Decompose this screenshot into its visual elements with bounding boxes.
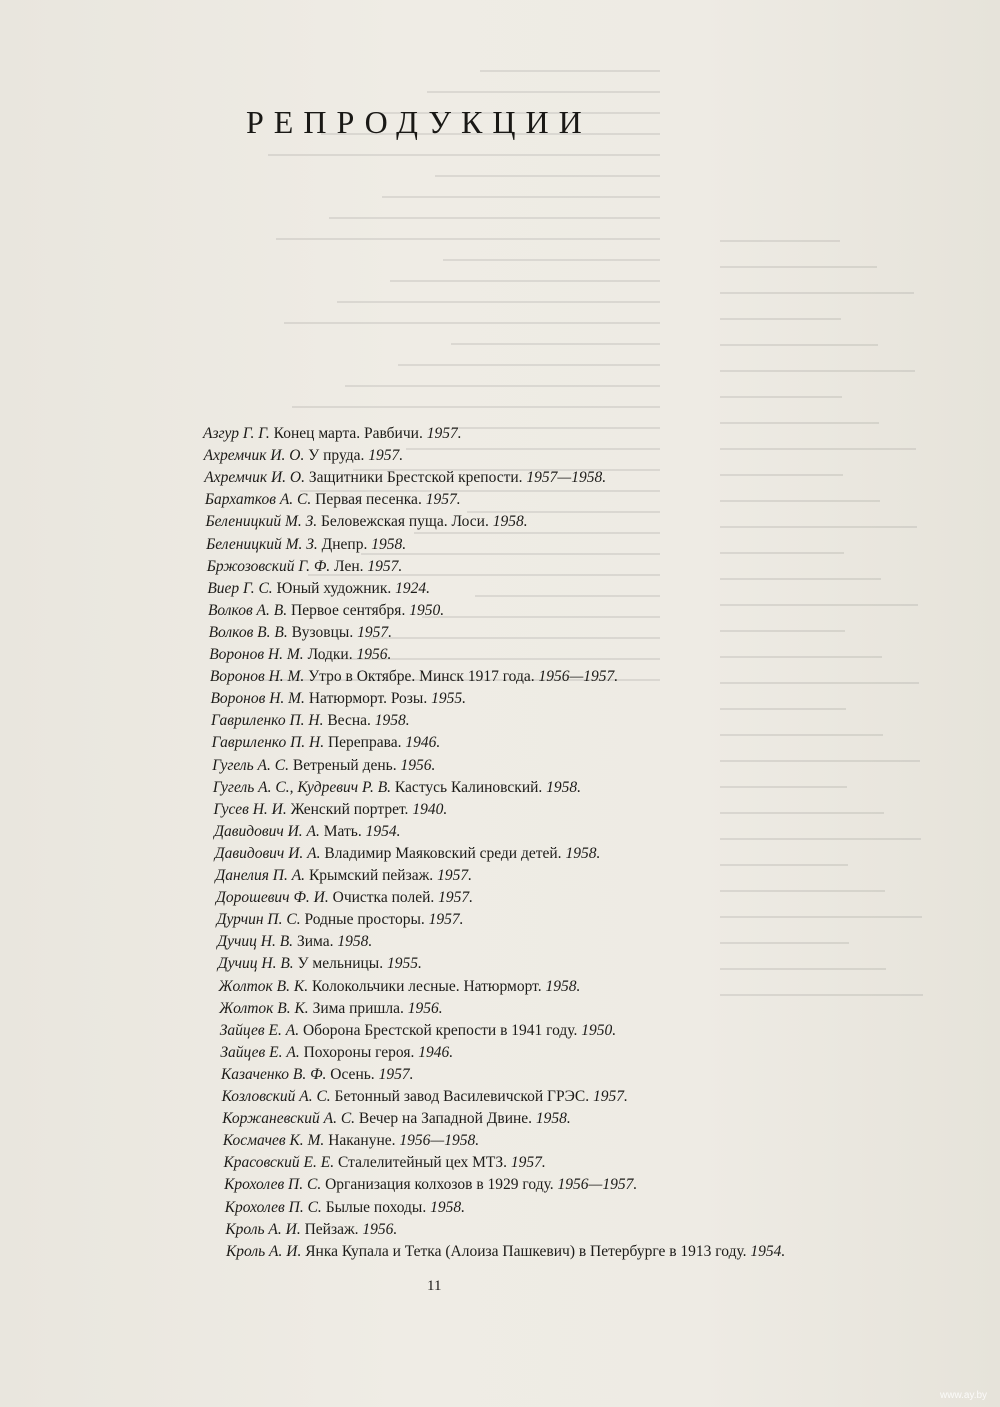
entry-title: Первое сентября.	[291, 601, 406, 619]
bleed-line	[720, 682, 919, 684]
entry-author: Воронов Н. М.	[209, 668, 305, 686]
entry-year: 1955.	[386, 955, 422, 973]
bleed-line	[720, 318, 841, 320]
entry-title: Беловежская пуща. Лоси.	[321, 513, 489, 531]
list-item	[212, 733, 441, 753]
bleed-line	[329, 217, 660, 219]
entry-title: Зима пришла.	[312, 999, 404, 1017]
list-item	[223, 1131, 479, 1151]
entry-year: 1956.	[362, 1220, 398, 1238]
list-item	[205, 490, 461, 510]
entry-year: 1956—1958.	[399, 1132, 480, 1150]
entry-title: Пейзаж.	[304, 1220, 359, 1238]
list-item	[222, 1087, 628, 1107]
entry-year: 1957.	[367, 557, 403, 575]
entry-author: Зайцев Е. А.	[219, 1021, 300, 1039]
bleed-line	[720, 266, 877, 268]
entry-title: Мать.	[323, 822, 362, 840]
entry-author: Космачев К. М.	[222, 1132, 325, 1150]
bleed-line	[720, 578, 881, 580]
entry-author: Козловский А. С.	[221, 1088, 331, 1105]
entry-title: У мельницы.	[297, 955, 384, 973]
entry-author: Жолток В. К.	[219, 999, 309, 1017]
entry-year: 1958.	[374, 712, 410, 730]
entry-author: Красовский Е. Е.	[223, 1154, 335, 1172]
list-item	[223, 1153, 545, 1173]
entry-year: 1956.	[356, 646, 392, 663]
entry-author: Гусев Н. И.	[213, 800, 287, 818]
list-item	[207, 579, 430, 599]
list-item	[214, 822, 400, 842]
list-item	[208, 601, 444, 621]
bleed-line	[720, 474, 843, 476]
entry-title: Утро в Октябре. Минск 1917 года.	[308, 668, 535, 686]
entry-author: Волков А. В.	[207, 601, 288, 619]
bleed-line	[284, 322, 660, 324]
bleed-line	[720, 630, 845, 632]
entry-title: Лодки.	[307, 646, 353, 663]
entry-title: Женский портрет.	[290, 800, 409, 818]
list-item	[205, 512, 527, 532]
entry-author: Ахремчик И. О.	[203, 447, 305, 465]
list-item	[210, 667, 618, 687]
bleed-line	[720, 422, 879, 424]
entry-title: Ветреный день.	[292, 756, 397, 774]
entry-year: 1957.	[378, 1065, 414, 1083]
bleed-line	[720, 916, 922, 918]
entry-year: 1956.	[407, 999, 443, 1017]
entry-title: Похороны героя.	[303, 1043, 415, 1061]
bleed-line	[720, 552, 844, 554]
entry-title: Весна.	[327, 712, 371, 730]
list-item	[204, 468, 606, 488]
entry-author: Данелия П. А.	[215, 867, 306, 884]
entry-author: Дурчин П. С.	[216, 911, 301, 929]
entry-title: Лен.	[334, 557, 364, 575]
entry-year: 1954.	[750, 1242, 786, 1260]
entry-author: Бржозовский Г. Ф.	[206, 557, 331, 575]
entry-title: Крымский пейзаж.	[308, 867, 434, 884]
bleed-line	[435, 175, 660, 177]
bleed-line	[720, 500, 880, 502]
entry-title: Накануне.	[328, 1132, 396, 1150]
bleed-line	[720, 292, 914, 294]
list-item	[225, 1220, 397, 1240]
bleed-line	[720, 344, 878, 346]
entry-year: 1957.	[437, 867, 472, 884]
bleed-line	[720, 994, 923, 996]
entry-author: Беленицкий М. З.	[206, 535, 318, 553]
bleed-line	[369, 637, 660, 639]
entry-title: Зима.	[296, 933, 334, 951]
entry-year: 1924.	[395, 579, 430, 597]
entry-title: Янка Купала и Тетка (Алоиза Пашкевич) в Петербурге в 1913 году.	[305, 1242, 747, 1260]
bleed-line	[720, 526, 917, 528]
entry-year: 1950.	[409, 601, 445, 619]
bleed-line	[720, 396, 842, 398]
entry-title: Первая песенка.	[315, 491, 422, 509]
entry-title: У пруда.	[308, 447, 365, 465]
entry-year: 1957.	[428, 911, 464, 929]
bleed-line	[720, 812, 884, 814]
entry-year: 1957.	[592, 1088, 628, 1105]
entry-author: Беленицкий М. З.	[205, 513, 318, 531]
list-item	[226, 1242, 785, 1262]
bleed-line	[720, 708, 846, 710]
page-title: РЕПРОДУКЦИИ	[246, 104, 592, 140]
entry-title: Переправа.	[327, 734, 402, 752]
entry-author: Гугель А. С., Кудревич Р. В.	[212, 778, 392, 796]
entry-year: 1955.	[431, 690, 466, 708]
entry-year: 1956.	[400, 756, 436, 774]
list-item	[225, 1198, 465, 1218]
entry-title: Вузовцы.	[291, 623, 354, 641]
bleed-line	[720, 734, 883, 736]
bleed-line	[720, 838, 921, 840]
entry-year: 1957.	[425, 491, 461, 509]
entry-author: Воронов Н. М.	[209, 646, 304, 663]
page-number: 11	[427, 1278, 442, 1294]
entry-author: Зайцев Е. А.	[220, 1043, 300, 1061]
list-item	[211, 711, 410, 731]
bleed-line	[720, 656, 882, 658]
entry-author: Волков В. В.	[208, 623, 288, 641]
bleed-line	[345, 385, 660, 387]
list-item	[221, 1065, 413, 1085]
entry-author: Азгур Г. Г.	[203, 425, 270, 442]
list-item	[219, 977, 581, 997]
list-item	[224, 1175, 637, 1195]
bleed-line	[427, 91, 660, 93]
entry-year: 1958.	[492, 513, 528, 531]
entry-author: Виер Г. С.	[207, 579, 273, 597]
entry-author: Дорошевич Ф. И.	[216, 889, 329, 907]
entry-title: Сталелитейный цех МТЗ.	[337, 1154, 508, 1172]
bleed-line	[337, 301, 660, 303]
bleed-line	[720, 942, 849, 944]
entry-author: Жолток В. К.	[218, 977, 309, 995]
watermark: www.ay.by	[940, 1390, 988, 1401]
entry-title: Натюрморт. Розы.	[308, 690, 428, 708]
list-item	[220, 1043, 453, 1063]
entry-year: 1958.	[535, 1110, 571, 1128]
entry-author: Давидович И. А.	[214, 844, 321, 862]
entry-year: 1958.	[546, 778, 582, 796]
entry-author: Дучиц Н. В.	[217, 955, 294, 973]
bleed-line	[720, 890, 885, 892]
entry-title: Очистка полей.	[332, 889, 435, 907]
entry-year: 1956—1957.	[557, 1176, 638, 1194]
bleed-line	[720, 864, 848, 866]
entry-title: Организация колхозов в 1929 году.	[325, 1176, 554, 1194]
entry-year: 1957.	[426, 425, 462, 442]
entry-title: Кастусь Калиновский.	[394, 778, 543, 796]
bleed-line	[398, 364, 660, 366]
entry-year: 1957.	[357, 623, 392, 641]
list-item	[213, 778, 581, 798]
entry-author: Гугель А. С.	[212, 756, 289, 774]
entry-title: Оборона Брестской крепости в 1941 году.	[302, 1021, 578, 1039]
list-item	[219, 999, 443, 1019]
bleed-line	[382, 196, 660, 198]
entry-author: Давидович И. А.	[214, 822, 320, 840]
entry-year: 1956—1957.	[538, 668, 619, 686]
bleed-line	[292, 406, 660, 408]
bleed-line	[451, 343, 660, 345]
entry-year: 1946.	[418, 1043, 454, 1061]
list-item	[209, 623, 392, 643]
entry-year: 1957.	[438, 889, 473, 907]
list-item	[216, 888, 473, 908]
bleed-line	[480, 70, 660, 72]
entry-title: Защитники Брестской крепости.	[308, 469, 523, 487]
entry-title: Владимир Маяковский среди детей.	[324, 844, 562, 862]
entry-title: Конец марта. Равбичи.	[273, 425, 423, 442]
entry-year: 1940.	[412, 800, 448, 818]
entry-author: Ахремчик И. О.	[204, 469, 305, 487]
entry-title: Бетонный завод Василевичской ГРЭС.	[334, 1088, 590, 1105]
entry-title: Родные просторы.	[304, 911, 425, 929]
entry-author: Гавриленко П. Н.	[211, 734, 325, 752]
entry-title: Юный художник.	[276, 579, 392, 597]
bleed-line	[720, 968, 886, 970]
entry-author: Казаченко В. Ф.	[220, 1065, 327, 1083]
entry-author: Кроль А. И.	[225, 1220, 301, 1238]
list-item	[204, 446, 404, 466]
entry-year: 1958.	[430, 1198, 465, 1216]
list-item	[218, 954, 422, 974]
bleed-line	[720, 604, 918, 606]
entry-title: Былые походы.	[325, 1198, 427, 1216]
entry-author: Коржаневский А. С.	[222, 1110, 356, 1128]
entry-year: 1958.	[545, 977, 581, 995]
entry-author: Крохолев П. С.	[224, 1198, 322, 1216]
list-item	[212, 756, 435, 776]
entry-title: Колокольчики лесные. Натюрморт.	[311, 977, 542, 995]
entry-year: 1957.	[368, 447, 404, 465]
list-item	[217, 910, 464, 930]
bleed-line	[390, 280, 660, 282]
bleed-line	[720, 370, 915, 372]
entry-year: 1957—1958.	[526, 469, 607, 487]
bleed-line	[720, 448, 916, 450]
list-item	[209, 645, 391, 665]
list-item	[220, 1021, 616, 1041]
list-item	[203, 424, 462, 444]
entry-year: 1957.	[510, 1154, 546, 1172]
entry-year: 1954.	[365, 822, 401, 840]
entry-title: Днепр.	[321, 535, 368, 553]
list-item	[206, 535, 406, 555]
entry-title: Осень.	[330, 1065, 375, 1083]
entry-author: Кроль А. И.	[225, 1242, 302, 1260]
entry-year: 1958.	[565, 844, 601, 862]
list-item	[222, 1109, 571, 1129]
bleed-line	[475, 595, 660, 597]
entry-year: 1946.	[405, 734, 441, 752]
bleed-line	[276, 238, 660, 240]
bleed-line	[422, 616, 660, 618]
entry-author: Гавриленко П. Н.	[211, 712, 324, 730]
entry-author: Бархатков А. С.	[204, 491, 312, 509]
list-item	[210, 689, 466, 709]
list-item	[207, 557, 403, 577]
bleed-line	[720, 240, 840, 242]
list-item	[214, 800, 448, 820]
bleed-line	[268, 154, 660, 156]
list-item	[217, 932, 372, 952]
list-item	[215, 844, 601, 864]
bleed-line	[406, 448, 660, 450]
list-item	[215, 866, 472, 886]
entry-title: Вечер на Западной Двине.	[358, 1110, 533, 1128]
bleed-line	[720, 786, 847, 788]
entry-year: 1950.	[581, 1021, 617, 1039]
bleed-line	[720, 760, 920, 762]
entry-author: Крохолев П. С.	[224, 1176, 322, 1194]
entry-year: 1958.	[337, 933, 373, 951]
bleed-line	[443, 259, 660, 261]
entry-author: Дучиц Н. В.	[217, 933, 294, 951]
bleed-line	[459, 427, 660, 429]
entry-author: Воронов Н. М.	[210, 690, 305, 708]
entry-year: 1958.	[371, 535, 407, 553]
